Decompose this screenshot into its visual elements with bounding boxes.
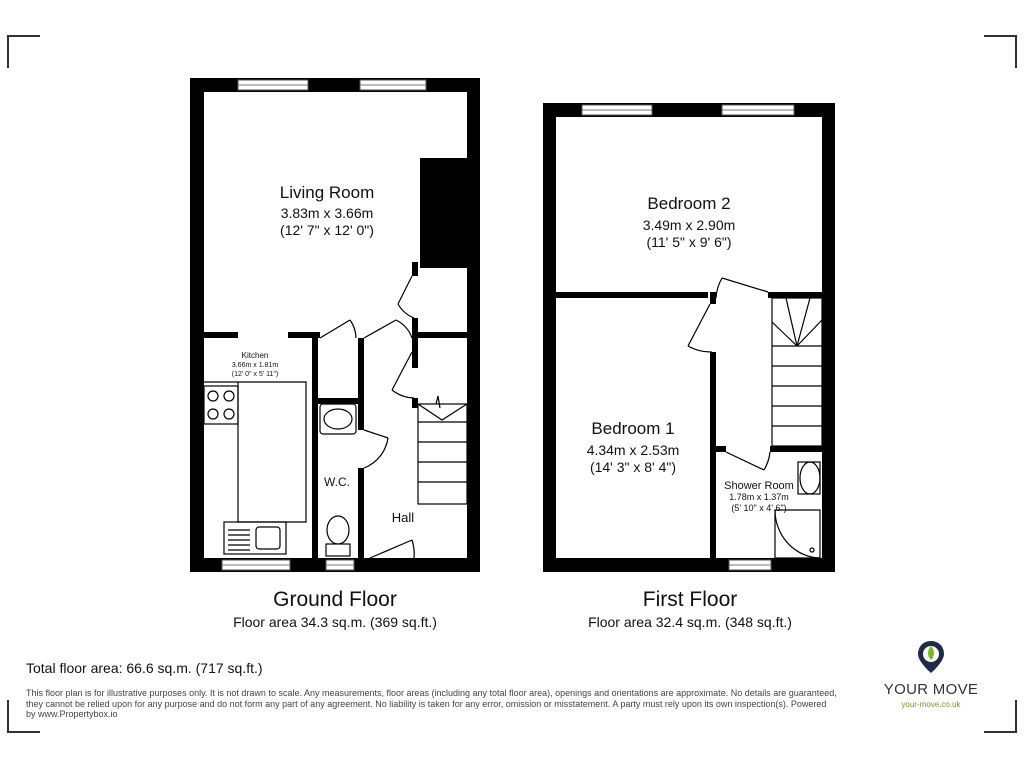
ff-wall-left <box>543 103 556 572</box>
ff-shower-dim-m: 1.78m x 1.37m <box>729 492 789 502</box>
ff-doors <box>688 278 770 470</box>
gf-wall-hall-stub-2 <box>412 398 418 408</box>
ff-wall-bed2-bed1 <box>556 292 708 298</box>
ff-title: First Floor <box>642 588 738 611</box>
ff-wall-bed1-stub <box>710 292 716 304</box>
gf-wall-kitchen-wc <box>312 338 318 558</box>
ff-wall-bottom <box>543 558 835 572</box>
gf-wall-left <box>190 78 204 572</box>
ff-wall-bed2-landing <box>768 292 822 298</box>
ff-wall-right <box>822 103 835 572</box>
gf-wc-name: W.C. <box>324 475 350 489</box>
gf-hall-name: Hall <box>391 510 415 525</box>
gf-stairs <box>418 396 467 504</box>
gf-wall-wc-top <box>318 398 358 404</box>
ff-stairs <box>772 298 822 446</box>
gf-kitchen-dim-m: 3.66m x 1.81m <box>231 362 279 369</box>
ff-bedroom2-dim-ft: (11' 5" x 9' 6") <box>646 234 732 250</box>
ff-shower-name: Shower Room <box>724 480 794 492</box>
gf-wall-living-kitchen-1 <box>204 332 238 338</box>
gf-wall-living-hall <box>416 332 468 338</box>
ff-bedroom2-name: Bedroom 2 <box>647 194 731 213</box>
gf-living-name: Living Room <box>279 183 375 202</box>
your-move-logo <box>872 640 990 709</box>
gf-living-dim-ft: (12' 7" x 12' 0") <box>280 222 374 238</box>
gf-kitchen-name: Kitchen <box>241 351 269 360</box>
gf-living-dim-m: 3.83m x 3.66m <box>280 205 374 221</box>
ff-area: Floor area 32.4 sq.m. (348 sq.ft.) <box>588 614 792 630</box>
ff-bedroom2-dim-m: 3.49m x 2.90m <box>642 217 736 233</box>
gf-wall-living-right-stub <box>412 262 418 276</box>
gf-wall-living-kitchen-2 <box>288 332 320 338</box>
gf-wall-top <box>190 78 480 92</box>
logo-name: YOUR MOVE <box>883 681 979 698</box>
gf-kitchen-dim-ft: (12' 0" x 5' 11") <box>231 371 279 378</box>
gf-wall-wc-hall-bottom <box>358 468 364 558</box>
ff-wall-shower-top-2 <box>770 446 822 452</box>
gf-wall-wc-hall-top <box>358 338 364 430</box>
first-floor-plan <box>543 103 835 630</box>
gf-title: Ground Floor <box>273 588 397 611</box>
ground-floor-plan <box>190 78 480 630</box>
ff-shower-dim-ft: (5' 10" x 4' 6") <box>731 503 787 513</box>
location-pin-icon <box>916 640 946 674</box>
logo-url: your-move.co.uk <box>901 700 961 709</box>
disclaimer-text: This floor plan is for illustrative purposes only. It is not drawn to scale. Any measurements, floor areas (including any total floor area), openings and orientations are approximate. No details are guaranteed, they cannot be relied upon for any purpose and do not form any part of any agreement. No liability is taken for any error, omission or misstatement. A party must rely upon its own inspection(s). Powered by www.Propertybox.io <box>26 688 837 719</box>
gf-kitchen-units <box>204 382 306 554</box>
gf-wall-hall-stub <box>412 318 418 368</box>
gf-wall-right <box>467 78 480 572</box>
gf-area: Floor area 34.3 sq.m. (369 sq.ft.) <box>233 614 437 630</box>
ff-bedroom1-dim-ft: (14' 3" x 8' 4") <box>589 459 677 475</box>
ff-bedroom1-name: Bedroom 1 <box>591 419 675 438</box>
total-floor-area: Total floor area: 66.6 sq.m. (717 sq.ft.) <box>26 660 263 676</box>
ff-wall-bed1-right <box>710 352 716 558</box>
gf-chimney-breast <box>420 158 468 268</box>
ff-wall-shower-top-1 <box>716 446 726 452</box>
ff-bedroom1-dim-m: 4.34m x 2.53m <box>586 442 680 458</box>
crop-marks <box>8 36 1016 732</box>
